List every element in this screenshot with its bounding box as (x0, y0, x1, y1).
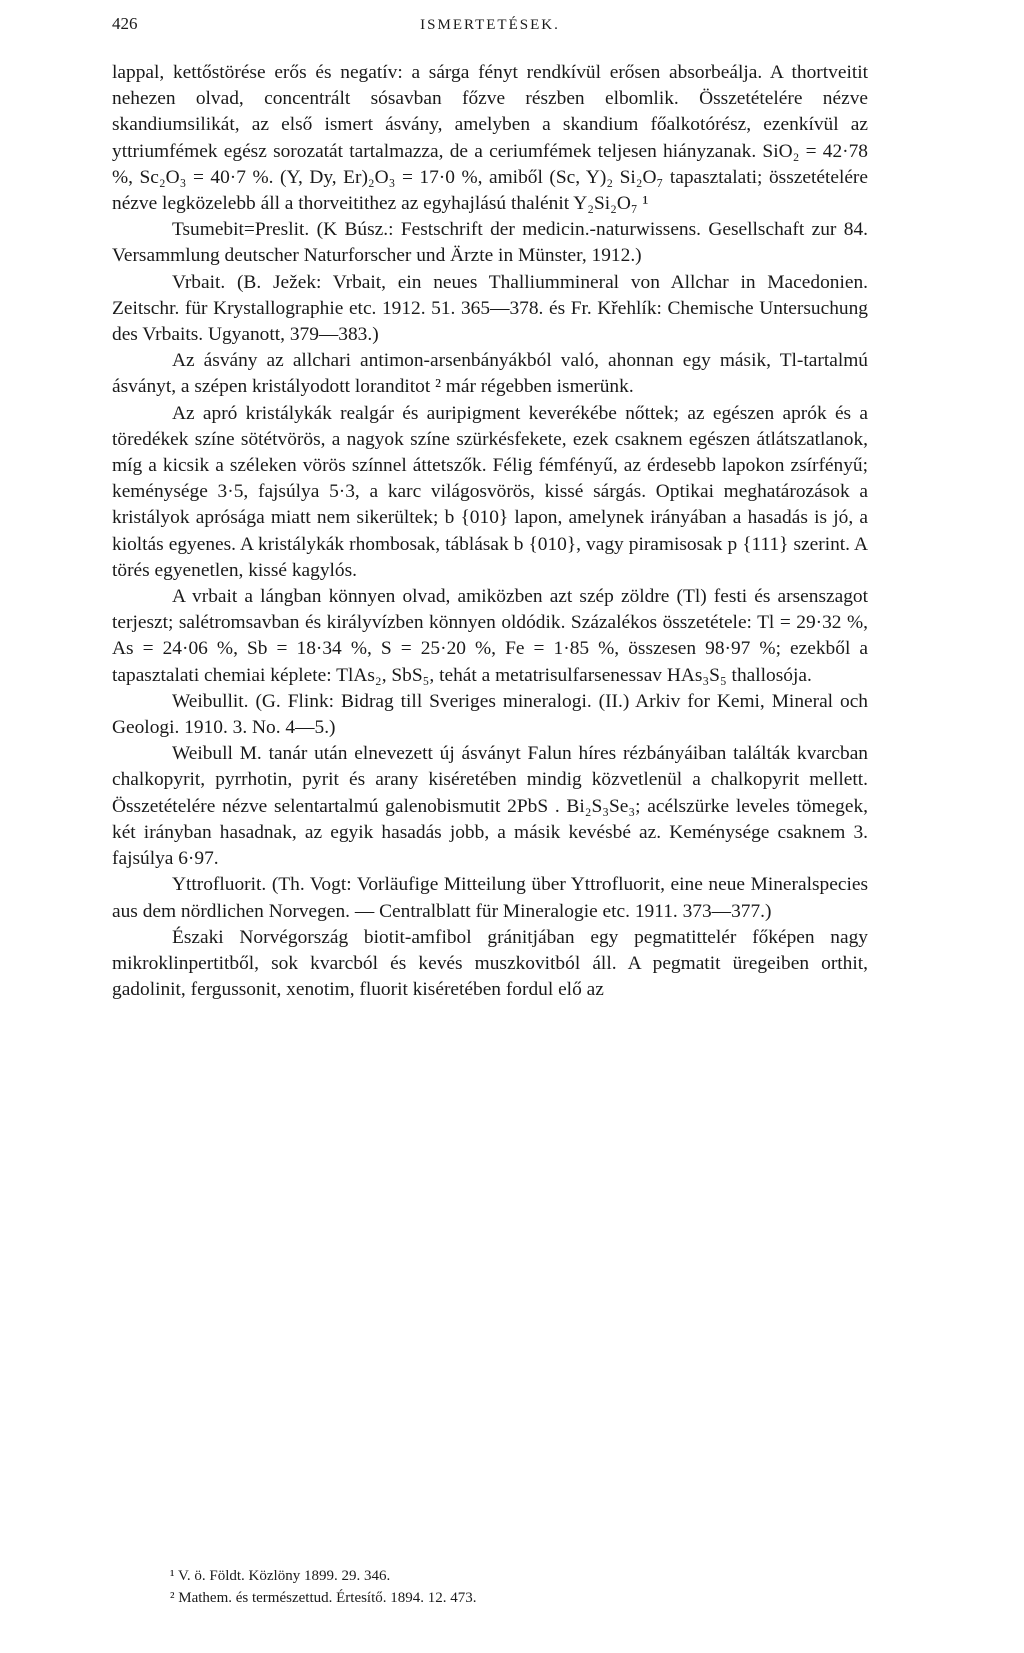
paragraph-vrbait-chemistry: A vrbait a lángban könnyen olvad, amiközben azt szép zöldre (Tl) festi és arsenszagot terjeszt; salétromsavban és királyvízben könnyen oldódik. Százalékos összetétele: Tl = 29·32 %, As = 24·06 %, Sb = 18·34 %, S = 25·20 %, Fe = 1·85 %, összesen 98·97 %; ezekből a tapasztalati chemiai képlete: TlAs₂, SbS₅, tehát a metatrisulfarsenessav HAs₃S₅ thallosója. (112, 586, 868, 686)
paragraph-weibullit-ref: Weibullit. (G. Flink: Bidrag till Sveriges mineralogi. (II.) Arkiv for Kemi, Mineral och Geologi. 1910. 3. No. 4—5.) (112, 690, 868, 739)
paragraph-vrbait-origin: Az ásvány az allchari antimon-arsenbányákból való, ahonnan egy másik, Tl-tartalmú ásványt, a szépen kristályodott loranditot ² már régebben ismerünk. (112, 350, 868, 398)
document-page (112, 14, 868, 1003)
paragraph-weibullit-desc: Weibull M. tanár után elnevezett új ásványt Falun híres rézbányáiban találták kvarcban chalkopyrit, pyrrhotin, pyrit és arany kiséretében mindig közvetlenül a chalkopyrit mellett. Összetételére nézve selentartalmú galenobismutit 2PbS . Bi₂S₃Se₃; acélszürke leveles tömegek, két irányban hasadnak, az egyik hasadás jobb, a másik kevésbé az. Keménysége csaknem 3. fajsúlya 6·97. (112, 743, 868, 870)
paragraph-tsumebit: Tsumebit=Preslit. (K Búsz.: Festschrift der medicin.-naturwissens. Gesellschaft zur 84. Versammlung deutscher Naturforscher und Ärzte in Münster, 1912.) (112, 219, 868, 267)
page-number: 426 (112, 14, 138, 33)
paragraph-vrbait-ref: Vrbait. (B. Ježek: Vrbait, ein neues Thalliummineral von Allchar in Macedonien. Zeitschr. für Krystallographie etc. 1912. 51. 365—378. és Fr. Křehlík: Chemische Untersuchung des Vrbaits. Ugyanott, 379—383.) (112, 271, 868, 346)
paragraph-yttrofluorit-ref: Yttrofluorit. (Th. Vogt: Vorläufige Mitteilung über Yttrofluorit, eine neue Mineralspecies aus dem nördlichen Norvegen. — Centralblatt für Mineralogie etc. 1911. 373—377.) (112, 874, 868, 922)
paragraph-yttrofluorit-desc: Északi Norvégország biotit-amfibol gránitjában egy pegmatittelér főképen nagy mikroklinpertitből, sok kvarcból és kevés muszkovitból áll. A pegmatit üregeiben orthit, gadolinit, fergussonit, xenotim, fluorit kiséretében fordul elő az (112, 926, 868, 1001)
running-head: ISMERTETÉSEK. (420, 17, 560, 33)
paragraph-thortveitit: lappal, kettőstörése erős és negatív: a sárga fényt rendkívül erősen absorbeálja. A thortveitit nehezen olvad, concentrált sósavban főzve részben elbomlik. Összetételére nézve skandiumsilikát, az első ismert ásvány, amelyben a skandium főalkotórész, ezenkívül az yttriumfémek egész sorozatát tartalmazza, de a ceriumfémek teljesen hiányzanak. SiO₂ = 42·78 %, Sc₂O₃ = 40·7 %. (Y, Dy, Er)₂O₃ = 17·0 %, amiből (Sc, Y)₂ Si₂O₇ tapasztalati; összetételére nézve legközelebb áll a thorveitithez az egyhajlású thalénit Y₂Si₂O₇ ¹ (112, 62, 868, 215)
footnote: ¹ V. ö. Földt. Közlöny 1899. 29. 346. (170, 1568, 391, 1584)
page-header (112, 14, 868, 44)
paragraph-vrbait-crystals: Az apró kristálykák realgár és auripigment keverékébe nőttek; az egészen aprók és a töredékek színe sötétvörös, a nagyok színe szürkésfekete, ezek csaknem egészen átlátszatlanok, míg a kicsik a széleken vörös színnel áttetszők. Félig fémfényű, az érdesebb lapokon zsírfényű; keménysége 3·5, fajsúlya 5·3, a karc világosvörös, kissé sárgás. Optikai meghatározások a kristályok aprósága miatt nem sikerültek; b {010} lapon, amelynek irányában a hasadás is jó, a kioltás egyenes. A kristálykák rhombosak, táblásak b {010}, vagy piramisosak p {111} szerint. A törés egyenetlen, kissé kagylós. (112, 402, 868, 581)
footnotes (170, 1565, 477, 1609)
footnote: ² Mathem. és természettud. Értesítő. 1894. 12. 473. (170, 1590, 477, 1606)
